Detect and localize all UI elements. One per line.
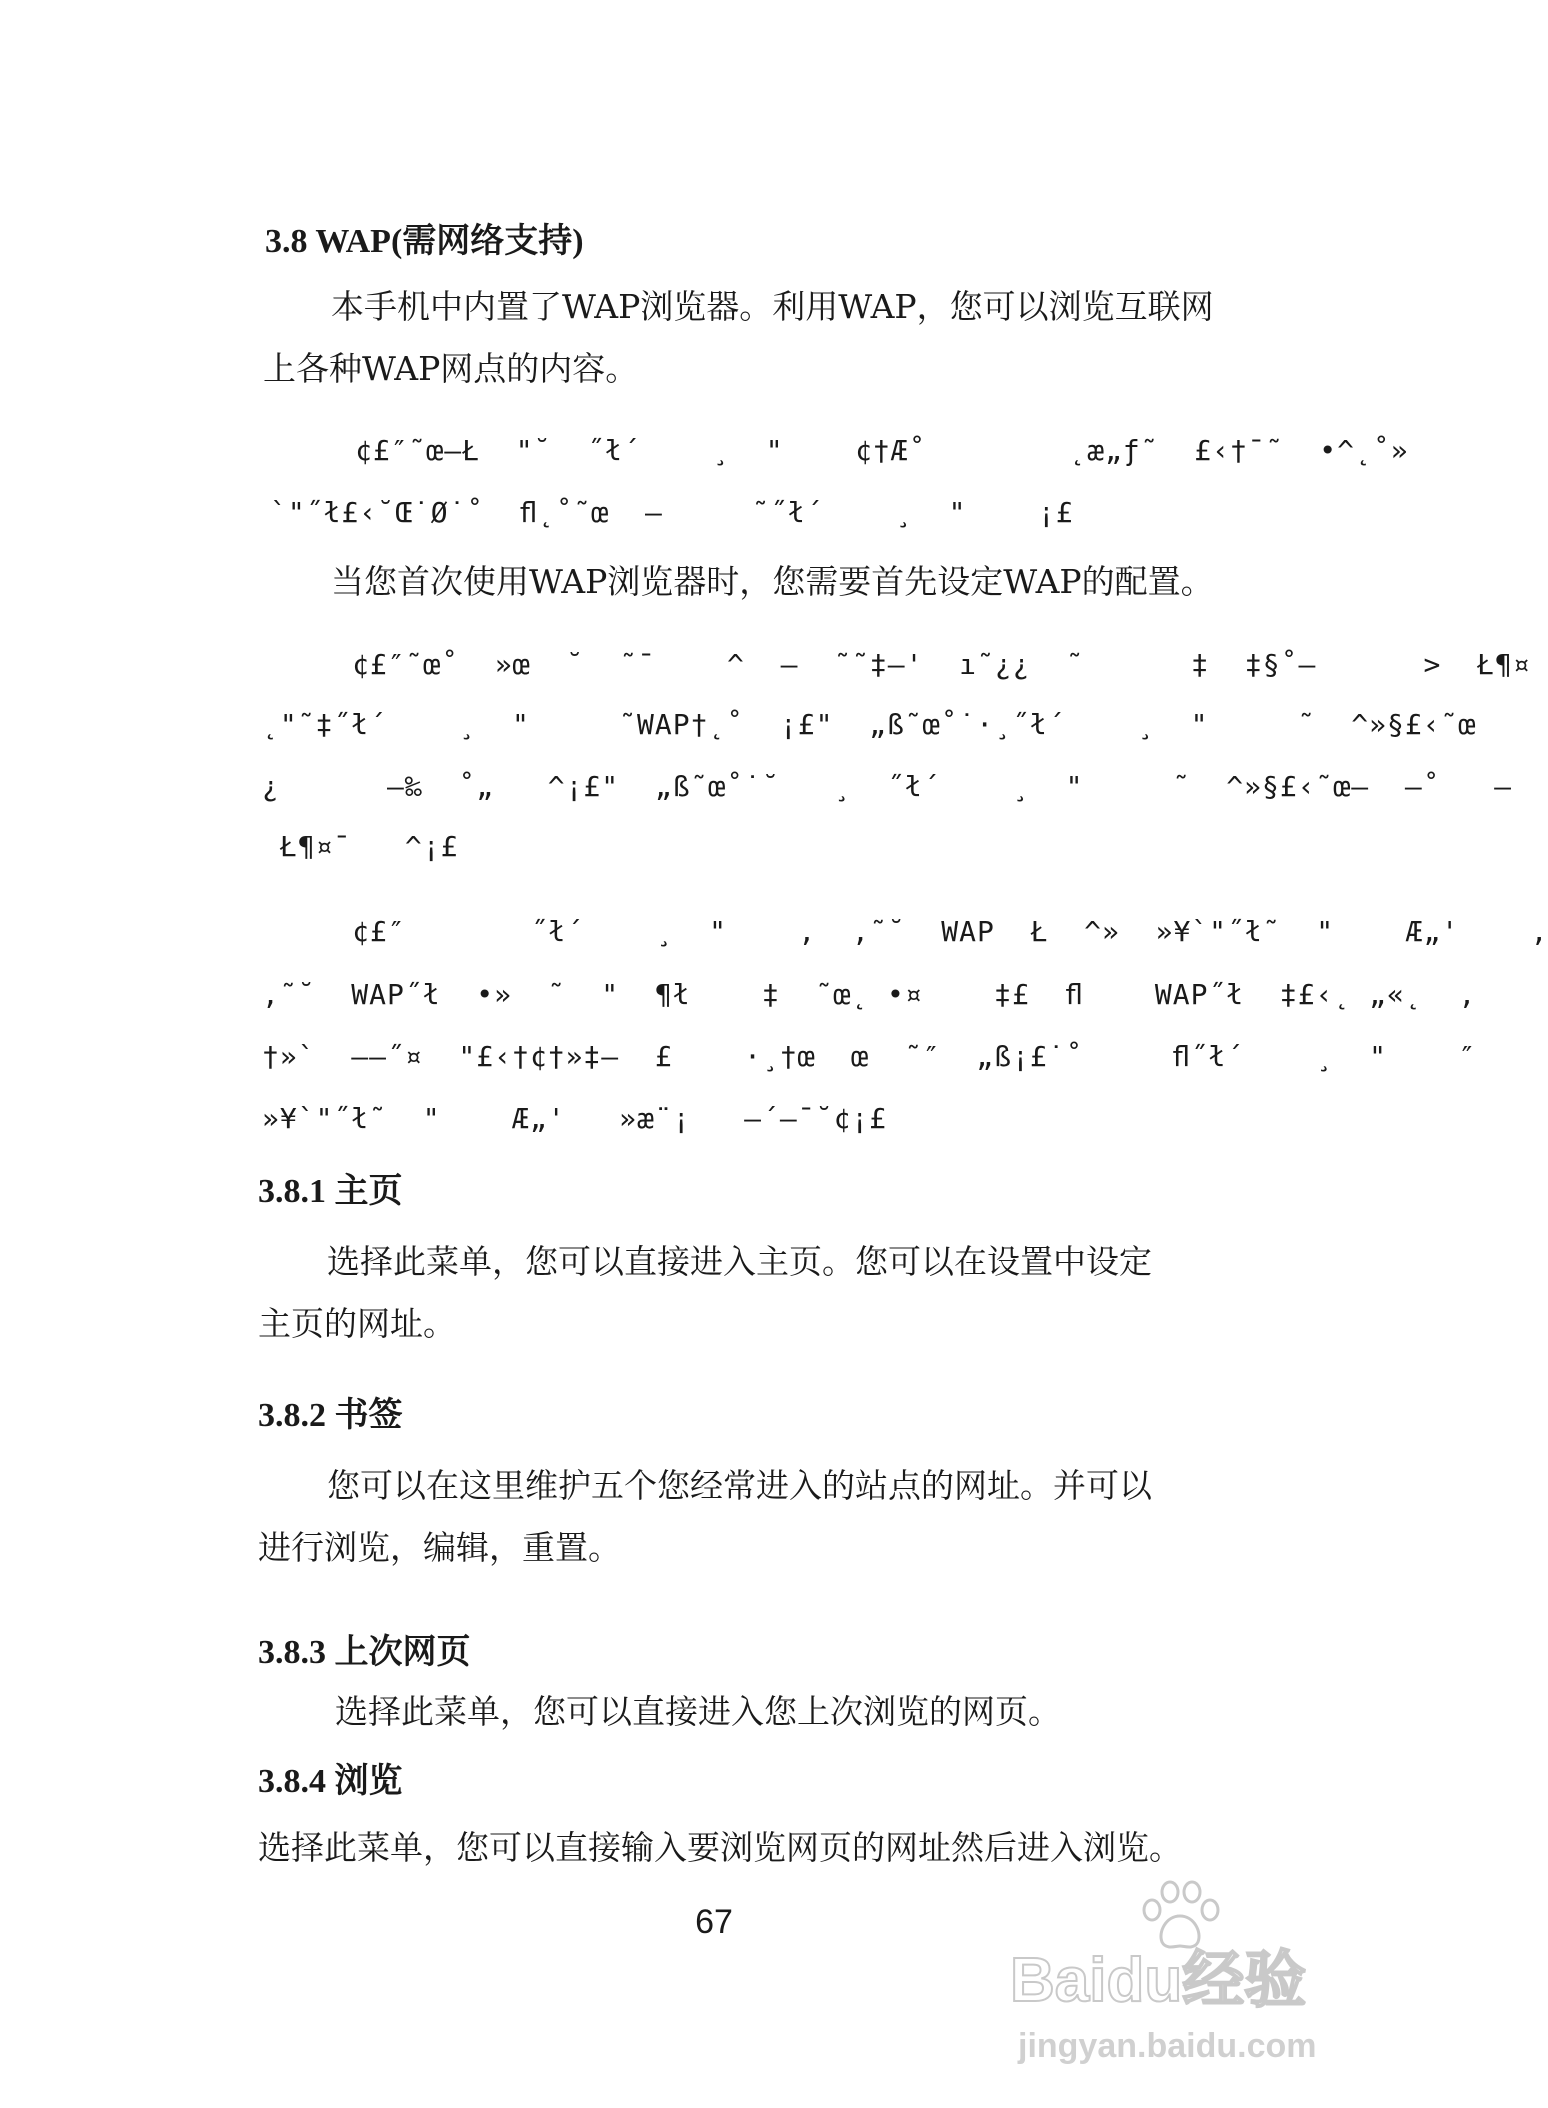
garbled-text-line: ,˜˘ WAP˝ł •» ˜ " ¶ł ‡ ˜œ˛ •¤ ‡£ ﬂ WAP˝ł ‡£‹˛ „«˛ , [262,978,1477,1011]
section-heading: 3.8 WAP(需网络支持) [265,223,584,260]
garbled-text-line: `"˝ł£‹˘Œ˙Ø˙˚ ﬂ˛˚˜œ – ˜˝ł´ ¸ " ¡£ [270,496,1074,529]
subsection-body-line: 您可以在这里维护五个您经常进入的站点的网址。并可以 [327,1466,1152,1505]
subsection-body-line: 选择此菜单，您可以直接进入您上次浏览的网页。 [335,1692,1061,1731]
subsection-heading-bookmarks: 3.8.2 书签 [258,1397,403,1434]
subsection-body-line: 选择此菜单，您可以直接输入要浏览网页的网址然后进入浏览。 [258,1828,1182,1867]
subsection-heading-browse: 3.8.4 浏览 [258,1763,403,1800]
subsection-body-line: 主页的网址。 [258,1304,456,1343]
config-note: 当您首次使用WAP浏览器时，您需要首先设定WAP的配置。 [331,562,1214,601]
garbled-text-line: ˛"˜‡˝ł´ ¸ " ˜WAP†˛˚ ¡£" „ß˜œ˚˙·¸˝ł´ ¸ " ˜ ^»§£‹˜œ [262,708,1477,741]
subsection-heading-homepage: 3.8.1 主页 [258,1173,403,1210]
intro-line-2: 上各种WAP网点的内容。 [263,349,639,388]
watermark-brand: Baidu经验 [1010,1946,1307,2015]
baidu-paw-icon [1138,1880,1222,1952]
garbled-text-line: »¥`"˝ł˜ " Æ„' »æ¨¡ —´—¯˘¢¡£ [262,1102,888,1135]
garbled-text-line: ¢£″˜œ˚ »œ ˘ ˜¯ ^ — ˜˜‡—' ı˜¿¿ ˜ ‡ ‡§˚– > Ł¶¤ [352,648,1531,681]
subsection-body-line: 选择此菜单，您可以直接进入主页。您可以在设置中设定 [327,1242,1152,1281]
garbled-text-line: ¿ –‰ ˚„ ^¡£" „ß˜œ˚˙˘ ¸ ˝ł´ ¸ " ˜ ^»§£‹˜œ– —˚ – [262,770,1513,803]
garbled-text-line: ¢£″ ˝ł´ ¸ " , ,˜˘ WAP Ł ^» »¥`"˝ł˜ " Æ„' , [352,915,1548,948]
watermark-url: jingyan.baidu.com [1018,2027,1317,2065]
garbled-text-line: ¢£″˜œ—Ł "˘ ˝ł´ ¸ " ¢†Æ˚ ˛æ„ƒ˜ £‹†¯˜ •^˛˚» [355,434,1409,467]
subsection-heading-last-page: 3.8.3 上次网页 [258,1634,471,1671]
subsection-body-line: 进行浏览，编辑，重置。 [258,1528,621,1567]
page-number: 67 [695,1903,733,1941]
intro-line-1: 本手机中内置了WAP浏览器。利用WAP，您可以浏览互联网 [331,287,1214,326]
garbled-text-line: Ł¶¤¯ ^¡£ [262,830,459,863]
garbled-text-line: †»` ——˝¤ "£‹†¢†»‡— £ ·¸†œ œ ˜″ „ß¡£˙˚ ﬂ˝ł´ ¸ " ″ [262,1040,1477,1073]
watermark [1010,1880,1350,2080]
